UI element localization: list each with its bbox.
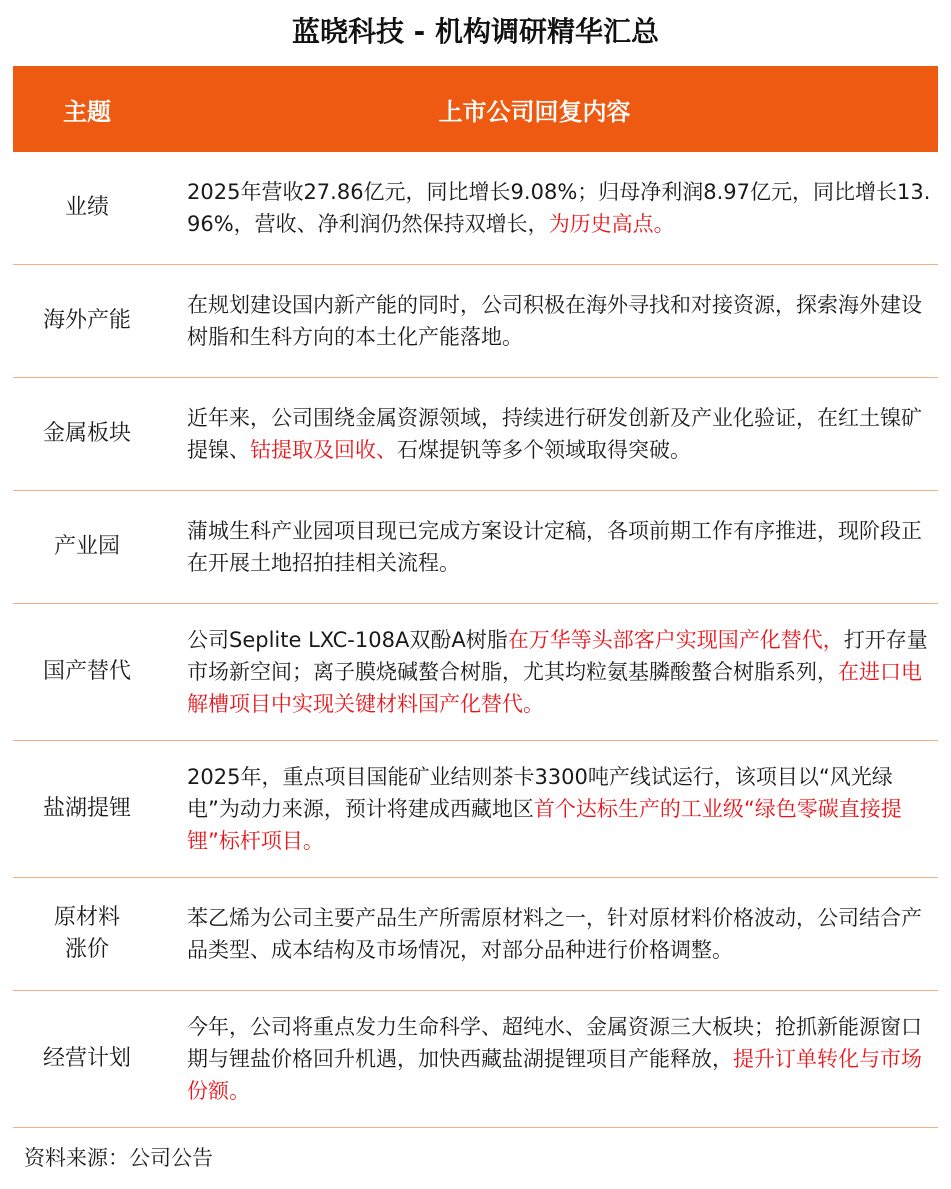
source-note: 资料来源：公司公告 (24, 1146, 213, 1170)
row-content (161, 402, 938, 466)
row-content (161, 1011, 938, 1107)
content-text: 今年，公司将重点发力生命科学、超纯水、金属资源三大板块；抢抓新能源窗口期与锂盐价格回升机遇，加快西藏盐湖提锂项目产能释放， (187, 1015, 922, 1071)
table-row (13, 878, 938, 991)
table-header (13, 66, 938, 152)
row-topic: 国产替代 (42, 659, 131, 684)
content-text: 石煤提钒等多个领域取得突破。 (397, 438, 691, 462)
highlight-text: 提升订单转化与市场份额。 (187, 1047, 922, 1103)
row-content (161, 761, 938, 857)
content-text: 近年来，公司围绕金属资源领域，持续进行研发创新及产业化验证，在红土镍矿提镍、 (187, 406, 922, 462)
table-row (13, 265, 938, 378)
content-text: 2025年，重点项目国能矿业结则茶卡3300吨产线试运行，该项目以“风光绿电”为动力来源，预计将建成西藏地区 (187, 765, 893, 821)
row-topic: 经营计划 (42, 1046, 131, 1071)
highlight-text: 钴提取及回收、 (250, 438, 397, 462)
page-title: 蓝晓科技 - 机构调研精华汇总 (291, 15, 660, 48)
row-topic: 海外产能 (42, 308, 131, 333)
header-topic: 主题 (63, 97, 111, 126)
content-text: 公司Seplite LXC-108A双酚A树脂 (187, 628, 508, 652)
content-text: 在规划建设国内新产能的同时，公司积极在海外寻找和对接资源，探索海外建设树脂和生科方向的本土化产能落地。 (187, 293, 922, 349)
table-row (13, 741, 938, 878)
content-text: 苯乙烯为公司主要产品生产所需原材料之一，针对原材料价格波动，公司结合产品类型、成本结构及市场情况，对部分品种进行价格调整。 (187, 906, 922, 962)
highlight-text: 为历史高点。 (548, 212, 675, 236)
row-content (161, 902, 938, 966)
row-topic: 金属板块 (42, 421, 131, 446)
row-topic: 原材料 涨价 (53, 905, 120, 962)
content-text: 打开存量市场新空间；离子膜烧碱螯合树脂，尤其均粒氨基膦酸螯合树脂系列， (187, 628, 928, 684)
table-row (13, 604, 938, 741)
content-text: 蒲城生科产业园项目现已完成方案设计定稿，各项前期工作有序推进，现阶段正在开展土地招拍挂相关流程。 (187, 519, 922, 575)
table-row (13, 991, 938, 1128)
row-content (161, 624, 938, 720)
table-row (13, 378, 938, 491)
row-content (161, 515, 938, 579)
highlight-text: 在进口电解槽项目中实现关键材料国产化替代。 (187, 660, 922, 716)
table-row (13, 491, 938, 604)
row-topic: 业绩 (64, 195, 109, 220)
table-row (13, 152, 938, 265)
header-content: 上市公司回复内容 (438, 97, 631, 126)
research-summary-table (13, 66, 938, 1128)
highlight-text: 在万华等头部客户实现国产化替代， (507, 628, 844, 652)
row-topic: 盐湖提锂 (42, 796, 131, 821)
table-body (13, 152, 938, 1128)
highlight-text: 首个达标生产的工业级“绿色零碳直接提锂”标杆项目。 (187, 797, 902, 853)
row-topic: 产业园 (53, 534, 120, 559)
row-content (161, 289, 938, 353)
row-content (161, 176, 938, 240)
content-text: 2025年营收27.86亿元，同比增长9.08%；归母净利润8.97亿元，同比增长13.96%，营收、净利润仍然保持双增长， (187, 180, 931, 236)
